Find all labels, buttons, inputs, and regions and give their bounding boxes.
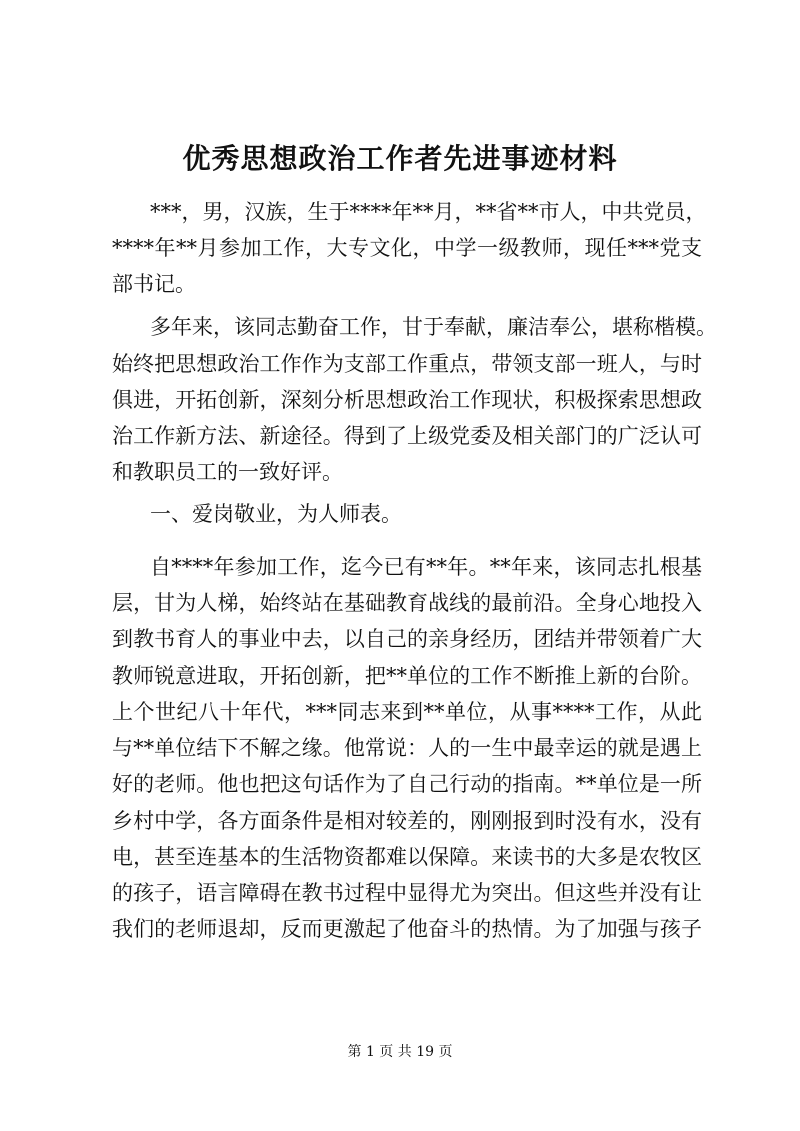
paragraph-line: 始终把思想政治工作作为支部工作重点，带领支部一班人，与时 (112, 352, 702, 376)
section-heading: 一、爱岗敬业，为人师表。 (150, 502, 402, 526)
paragraph-line: ***，男，汉族，生于****年**月，**省**市人，中共党员， (150, 200, 707, 224)
paragraph-line: 上个世纪八十年代，***同志来到**单位，从事****工作，从此 (112, 700, 702, 724)
paragraph-line: 俱进，开拓创新，深刻分析思想政治工作现状，积极探索思想政 (112, 388, 702, 412)
paragraph-line: ****年**月参加工作，大专文化，中学一级教师，现任***党支 (112, 236, 702, 260)
paragraph-line: 自****年参加工作，迄今已有**年。**年来，该同志扎根基 (150, 555, 702, 579)
paragraph-line: 治工作新方法、新途径。得到了上级党委及相关部门的广泛认可 (112, 424, 702, 448)
paragraph-line: 多年来，该同志勤奋工作，甘于奉献，廉洁奉公，堪称楷模。 (150, 315, 717, 339)
paragraph-line: 与**单位结下不解之缘。他常说：人的一生中最幸运的就是遇上 (112, 736, 702, 760)
paragraph-line: 和教职员工的一致好评。 (112, 460, 343, 484)
page-number: 第 1 页 共 19 页 (347, 1044, 453, 1060)
paragraph-line: 我们的老师退却，反而更激起了他奋斗的热情。为了加强与孩子 (112, 917, 702, 941)
paragraph-line: 电，甚至连基本的生活物资都难以保障。来读书的大多是农牧区 (112, 845, 702, 869)
paragraph-line: 的孩子，语言障碍在教书过程中显得尤为突出。但这些并没有让 (112, 881, 702, 905)
paragraph-line: 层，甘为人梯，始终站在基础教育战线的最前沿。全身心地投入 (112, 591, 702, 615)
paragraph-line: 教师锐意进取，开拓创新，把**单位的工作不断推上新的台阶。 (112, 664, 702, 688)
paragraph-line: 乡村中学，各方面条件是相对较差的，刚刚报到时没有水，没有 (112, 809, 702, 833)
document-title: 优秀思想政治工作者先进事迹材料 (182, 142, 618, 175)
paragraph-line: 好的老师。他也把这句话作为了自己行动的指南。**单位是一所 (112, 772, 702, 796)
paragraph-line: 部书记。 (112, 272, 196, 296)
paragraph-line: 到教书育人的事业中去，以自己的亲身经历，团结并带领着广大 (112, 627, 702, 651)
